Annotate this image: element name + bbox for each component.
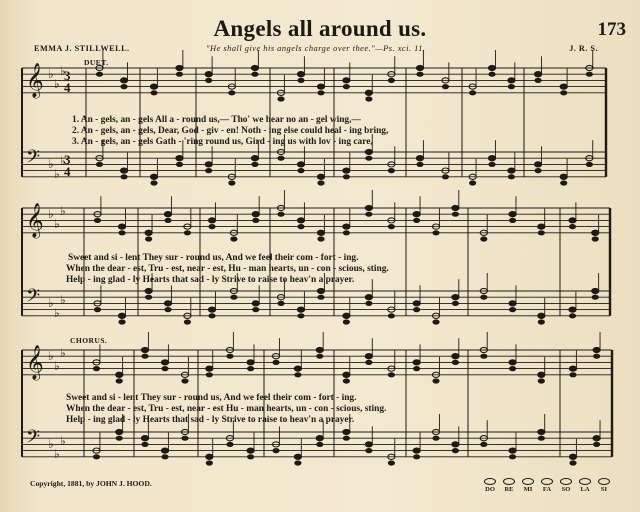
note-head	[343, 230, 350, 235]
note-head	[150, 84, 157, 89]
note-head	[538, 230, 545, 235]
note-head	[252, 212, 259, 217]
note-head	[277, 96, 284, 101]
note-head	[118, 230, 125, 235]
note-head	[569, 366, 576, 371]
note-head	[560, 84, 567, 89]
key-flat: ♭	[54, 217, 60, 231]
note-head	[118, 224, 125, 229]
note-head	[120, 78, 127, 83]
note-head	[208, 307, 215, 312]
note-head	[205, 72, 212, 77]
note-head	[206, 454, 213, 459]
note-head	[509, 307, 516, 312]
note-head	[432, 378, 439, 383]
note-head	[176, 162, 183, 167]
time-signature: 3	[64, 152, 71, 167]
note-head	[452, 354, 459, 359]
note-head	[226, 354, 233, 359]
note-head	[184, 230, 191, 235]
note-head	[365, 442, 372, 447]
hymn-title: Angels all around us.	[213, 16, 427, 41]
note-head	[230, 236, 237, 241]
note-head	[294, 372, 301, 377]
note-head	[230, 295, 237, 300]
note-head	[277, 301, 284, 306]
note-head	[206, 460, 213, 465]
note-head	[388, 460, 395, 465]
note-head	[164, 307, 171, 312]
note-head	[252, 301, 259, 306]
note-head	[509, 218, 516, 223]
note-head	[316, 442, 323, 447]
time-signature: 3	[64, 68, 71, 83]
note-head	[416, 65, 423, 70]
note-head	[509, 366, 516, 371]
note-head	[252, 307, 259, 312]
solfege-so: SO	[560, 478, 572, 493]
note-head	[94, 218, 101, 223]
note-head	[116, 429, 123, 434]
note-head	[317, 84, 324, 89]
note-head	[228, 90, 235, 95]
note-head	[413, 454, 420, 459]
note-head	[118, 313, 125, 318]
note-head	[118, 319, 125, 324]
note-head	[442, 174, 449, 179]
note-head	[164, 218, 171, 223]
verse-2-line-1: 2. An - gels, an - gels, Dear, God - giv - en! Noth - ing else could heal - ing bring,	[72, 126, 389, 136]
bass-clef: 𝄢	[26, 427, 41, 452]
solfege-mi: MI	[522, 478, 534, 493]
key-flat: ♭	[60, 204, 66, 218]
note-head	[184, 319, 191, 324]
solfege-la: LA	[579, 478, 591, 493]
bass-clef: 𝄢	[26, 286, 41, 311]
treble-clef: 𝄞	[26, 63, 44, 98]
note-head	[488, 156, 495, 161]
note-head	[294, 460, 301, 465]
note-head	[469, 180, 476, 185]
key-flat: ♭	[54, 306, 60, 320]
note-head	[343, 224, 350, 229]
treble-clef: 𝄞	[26, 203, 44, 238]
note-head	[277, 212, 284, 217]
note-head	[569, 224, 576, 229]
note-head	[388, 168, 395, 173]
note-head	[416, 72, 423, 77]
key-flat: ♭	[48, 437, 54, 451]
note-head	[432, 319, 439, 324]
note-head	[205, 162, 212, 167]
note-head	[141, 354, 148, 359]
note-head	[432, 230, 439, 235]
arranger-credit: J. R. S.	[569, 44, 598, 53]
note-head	[317, 180, 324, 185]
note-head	[592, 288, 599, 293]
note-head	[93, 366, 100, 371]
note-head	[316, 436, 323, 441]
note-head	[116, 378, 123, 383]
note-head	[343, 436, 350, 441]
chorus-line-1: Sweet and si - lent They sur - round us, And we feel their com - fort - ing.	[66, 393, 357, 403]
note-head	[538, 319, 545, 324]
key-flat: ♭	[54, 167, 60, 181]
note-head	[297, 78, 304, 83]
note-head	[560, 90, 567, 95]
solfege-fa: FA	[541, 478, 553, 493]
note-head	[208, 313, 215, 318]
note-head	[538, 313, 545, 318]
note-head	[317, 230, 324, 235]
chorus-label: CHORUS.	[70, 336, 108, 345]
note-head	[365, 295, 372, 300]
note-head	[480, 442, 487, 447]
note-head	[226, 442, 233, 447]
note-head	[416, 156, 423, 161]
duet-label: DUET.	[84, 58, 109, 67]
note-head	[593, 442, 600, 447]
note-head	[442, 84, 449, 89]
note-head	[365, 301, 372, 306]
key-flat: ♭	[54, 447, 60, 461]
note-head	[343, 372, 350, 377]
note-head	[416, 162, 423, 167]
note-head	[388, 372, 395, 377]
note-head	[452, 448, 459, 453]
note-head	[508, 84, 515, 89]
note-head	[205, 168, 212, 173]
key-flat: ♭	[48, 296, 54, 310]
note-head	[176, 72, 183, 77]
note-head	[365, 90, 372, 95]
note-head	[592, 236, 599, 241]
note-head	[413, 301, 420, 306]
solfege-legend	[484, 478, 610, 493]
note-head	[251, 156, 258, 161]
note-head	[120, 84, 127, 89]
note-head	[586, 162, 593, 167]
treble-clef: 𝄞	[26, 345, 44, 380]
note-head	[592, 295, 599, 300]
note-head	[534, 78, 541, 83]
note-head	[593, 347, 600, 352]
key-flat: ♭	[48, 157, 54, 171]
note-head	[150, 90, 157, 95]
note-head	[365, 448, 372, 453]
note-head	[365, 212, 372, 217]
note-head	[569, 372, 576, 377]
note-head	[508, 174, 515, 179]
note-head	[176, 156, 183, 161]
time-signature: 4	[64, 80, 71, 95]
note-head	[145, 295, 152, 300]
note-head	[592, 230, 599, 235]
note-head	[93, 454, 100, 459]
note-head	[297, 218, 304, 223]
note-head	[317, 295, 324, 300]
note-head	[480, 295, 487, 300]
chorus-line-2: When the dear - est, Tru - est, near - est Hu - man hearts, un - con - scious, sting.	[66, 404, 387, 414]
key-flat: ♭	[60, 293, 66, 307]
note-head	[593, 436, 600, 441]
note-head	[569, 218, 576, 223]
note-head	[277, 156, 284, 161]
verse-1-line-2: Sweet and si - lent They sur - round us, And we feel their com - fort - ing.	[68, 253, 359, 263]
note-head	[120, 168, 127, 173]
note-head	[452, 301, 459, 306]
key-flat: ♭	[48, 207, 54, 221]
solfege-do: DO	[484, 478, 496, 493]
note-head	[297, 168, 304, 173]
note-head	[247, 360, 254, 365]
note-head	[534, 168, 541, 173]
note-head	[538, 224, 545, 229]
note-head	[452, 360, 459, 365]
note-head	[317, 174, 324, 179]
note-head	[96, 162, 103, 167]
note-head	[208, 218, 215, 223]
note-head	[365, 360, 372, 365]
note-head	[161, 448, 168, 453]
solfege-re: RE	[503, 478, 515, 493]
note-head	[388, 78, 395, 83]
note-head	[569, 313, 576, 318]
note-head	[141, 436, 148, 441]
note-head	[469, 90, 476, 95]
composer-credit: EMMA J. STILLWELL.	[34, 44, 130, 53]
note-head	[96, 72, 103, 77]
key-flat: ♭	[60, 346, 66, 360]
note-head	[413, 218, 420, 223]
note-head	[206, 372, 213, 377]
note-head	[413, 212, 420, 217]
note-head	[343, 429, 350, 434]
note-head	[116, 372, 123, 377]
note-head	[297, 162, 304, 167]
time-signature: 4	[64, 164, 71, 179]
note-head	[252, 218, 259, 223]
note-head	[316, 347, 323, 352]
note-head	[509, 454, 516, 459]
note-head	[593, 354, 600, 359]
note-head	[150, 174, 157, 179]
note-head	[141, 442, 148, 447]
key-flat: ♭	[54, 77, 60, 91]
note-head	[120, 174, 127, 179]
note-head	[413, 307, 420, 312]
verse-3-line-1: 3. An - gels, an - gels Gath - 'ring round us, Gird - ing us with lov - ing care,	[72, 137, 373, 147]
note-head	[509, 301, 516, 306]
note-head	[317, 90, 324, 95]
solfege-si: SI	[598, 478, 610, 493]
note-head	[488, 72, 495, 77]
note-head	[509, 448, 516, 453]
note-head	[145, 230, 152, 235]
note-head	[116, 436, 123, 441]
note-head	[145, 288, 152, 293]
note-head	[317, 288, 324, 293]
note-head	[150, 180, 157, 185]
bass-clef: 𝄢	[26, 147, 41, 172]
key-flat: ♭	[54, 359, 60, 373]
note-head	[538, 372, 545, 377]
note-head	[413, 366, 420, 371]
note-head	[247, 454, 254, 459]
note-head	[538, 429, 545, 434]
note-head	[343, 168, 350, 173]
note-head	[161, 366, 168, 371]
note-head	[294, 366, 301, 371]
note-head	[538, 436, 545, 441]
note-head	[141, 347, 148, 352]
note-head	[145, 236, 152, 241]
note-head	[388, 313, 395, 318]
note-head	[94, 307, 101, 312]
note-head	[480, 236, 487, 241]
note-head	[161, 454, 168, 459]
note-head	[569, 307, 576, 312]
note-head	[343, 378, 350, 383]
note-head	[413, 448, 420, 453]
note-head	[432, 436, 439, 441]
note-head	[343, 319, 350, 324]
note-head	[294, 454, 301, 459]
note-head	[569, 454, 576, 459]
note-head	[413, 360, 420, 365]
note-head	[208, 224, 215, 229]
note-head	[480, 354, 487, 359]
note-head	[317, 236, 324, 241]
verse-3-line-2: Help - ing glad - ly Hearts that sad - ly Strive to raise to heav'n a prayer.	[66, 275, 355, 285]
note-head	[343, 84, 350, 89]
note-head	[343, 78, 350, 83]
note-head	[569, 460, 576, 465]
note-head	[388, 224, 395, 229]
key-flat: ♭	[60, 64, 66, 78]
note-head	[297, 313, 304, 318]
note-head	[534, 162, 541, 167]
note-head	[365, 205, 372, 210]
verse-2-line-2: When the dear - est, Tru - est, near - est, Hu - man hearts, un - con - scious, sting.	[66, 264, 389, 274]
note-head	[452, 212, 459, 217]
note-head	[228, 180, 235, 185]
note-head	[365, 354, 372, 359]
note-head	[205, 78, 212, 83]
note-head	[509, 212, 516, 217]
note-head	[176, 65, 183, 70]
key-flat: ♭	[60, 154, 66, 168]
note-head	[164, 212, 171, 217]
note-head	[164, 301, 171, 306]
copyright-notice: Copyright, 1881, by JOHN J. HOOD.	[30, 479, 152, 488]
note-head	[247, 366, 254, 371]
note-head	[508, 168, 515, 173]
note-head	[560, 174, 567, 179]
note-head	[251, 162, 258, 167]
note-head	[297, 307, 304, 312]
note-head	[538, 378, 545, 383]
key-flat: ♭	[48, 349, 54, 363]
note-head	[247, 448, 254, 453]
note-head	[251, 65, 258, 70]
key-flat: ♭	[60, 434, 66, 448]
note-head	[161, 360, 168, 365]
note-head	[365, 96, 372, 101]
note-head	[272, 360, 279, 365]
note-head	[365, 156, 372, 161]
note-head	[534, 72, 541, 77]
note-head	[586, 72, 593, 77]
note-head	[365, 149, 372, 154]
note-head	[488, 162, 495, 167]
note-head	[343, 313, 350, 318]
note-head	[316, 354, 323, 359]
note-head	[343, 174, 350, 179]
note-head	[452, 295, 459, 300]
note-head	[508, 78, 515, 83]
note-head	[560, 180, 567, 185]
note-head	[297, 224, 304, 229]
chorus-line-3: Help - ing glad - ly Hearts that sad - ly Strive to raise to heav'n a prayer.	[66, 415, 355, 425]
note-head	[509, 360, 516, 365]
note-head	[297, 72, 304, 77]
note-head	[181, 436, 188, 441]
note-head	[272, 448, 279, 453]
scripture-epigraph: "He shall give his angels charge over thee."—Ps. xci. 11.	[206, 44, 426, 53]
verse-1-line-1: 1. An - gels, an - gels All a - round us,— Tho' we hear no an - gel wing,—	[72, 115, 361, 125]
note-head	[452, 205, 459, 210]
key-flat: ♭	[48, 67, 54, 81]
page-number: 173	[597, 19, 626, 40]
note-head	[251, 72, 258, 77]
note-head	[452, 442, 459, 447]
note-head	[206, 366, 213, 371]
note-head	[488, 65, 495, 70]
note-head	[181, 378, 188, 383]
